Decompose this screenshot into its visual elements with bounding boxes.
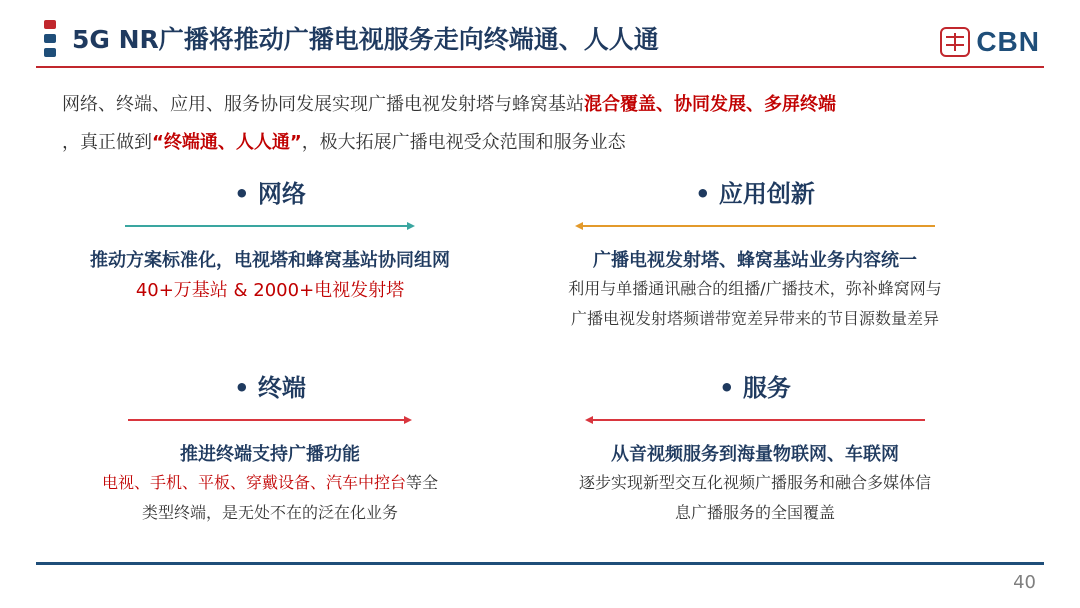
header-accent-mark	[44, 20, 56, 58]
block-desc: 利用与单播通讯融合的组播/广播技术，弥补蜂窝网与	[568, 279, 942, 298]
block-service	[545, 372, 965, 528]
cbn-logo-icon	[940, 27, 970, 57]
intro-quote-open: “	[152, 132, 164, 153]
block-subtitle: 广播电视发射塔、蜂窝基站业务内容统一	[593, 250, 917, 271]
block-subtitle: 推进终端支持广播功能	[180, 444, 360, 465]
block-desc: 逐步实现新型交互化视频广播服务和融合多媒体信	[578, 473, 931, 492]
logo-text: CBN	[976, 26, 1040, 57]
block-desc-suffix: 等全	[406, 473, 439, 492]
intro-quote-close: ”	[289, 132, 302, 153]
arrow-left-icon	[585, 414, 925, 426]
header-divider	[36, 66, 1044, 68]
accent-block-blue	[44, 34, 56, 43]
arrow-right-icon	[128, 414, 412, 426]
cbn-logo	[940, 24, 1040, 60]
intro-line-1	[62, 90, 1022, 116]
intro-highlight: 混合覆盖、协同发展、多屏终端	[584, 94, 836, 115]
block-desc: 息广播服务的全国覆盖	[674, 503, 835, 522]
block-desc-highlight: 电视、手机、平板、穿戴设备、汽车中控台	[101, 473, 406, 492]
block-subtitle: 从音视频服务到海量物联网、车联网	[611, 444, 899, 465]
block-desc: 类型终端，是无处不在的泛在化业务	[141, 503, 398, 522]
accent-block-blue	[44, 48, 56, 57]
arrow-right-icon	[125, 220, 415, 232]
block-subtitle: 推动方案标准化，电视塔和蜂窝基站协同组网	[90, 250, 450, 271]
page-number: 40	[1013, 572, 1036, 593]
intro-highlight: 终端通、人人通	[163, 132, 290, 153]
block-terminal	[60, 372, 480, 528]
arrow-left-icon	[575, 220, 935, 232]
footer-divider	[36, 562, 1044, 565]
intro-line-2	[62, 128, 1022, 154]
block-application	[545, 178, 965, 334]
block-desc	[60, 468, 480, 498]
block-network	[60, 178, 480, 308]
page-title: 5G NR广播将推动广播电视服务走向终端通、人人通	[72, 25, 659, 54]
block-heading: • 终端	[234, 374, 306, 402]
accent-block-red	[44, 20, 56, 29]
block-heading: • 应用创新	[695, 180, 815, 208]
block-heading: • 服务	[719, 374, 791, 402]
intro-text: ，极大拓展广播电视受众范围和服务业态	[301, 132, 626, 153]
intro-text: 网络、终端、应用、服务协同发展实现广播电视发射塔与蜂窝基站	[62, 94, 584, 115]
intro-text: ，真正做到	[62, 132, 152, 153]
block-heading: • 网络	[234, 180, 306, 208]
block-desc: 广播电视发射塔频谱带宽差异带来的节目源数量差异	[570, 309, 939, 328]
block-highlight: 40+万基站 & 2000+电视发射塔	[135, 280, 405, 301]
